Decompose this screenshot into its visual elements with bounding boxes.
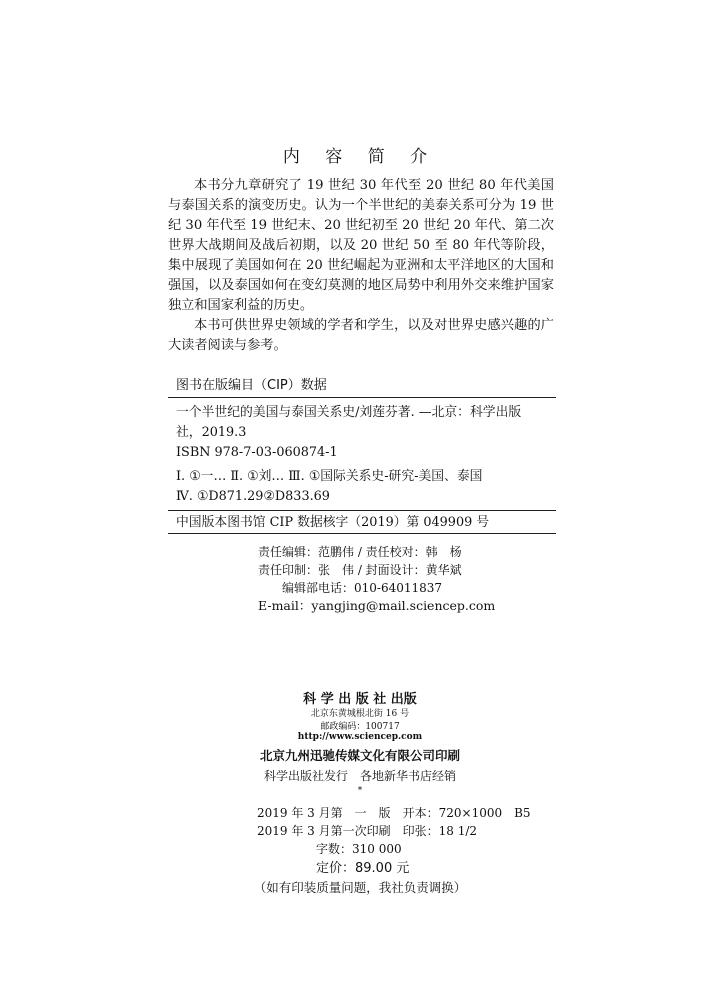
cip-bibliographic-line-1: 一个半世纪的美国与泰国关系史/刘莲芬著. —北京：科学出版	[176, 405, 522, 420]
summary-paragraph-2: 本书可供世界史领域的学者和学生，以及对世界史感兴趣的广大读者阅读与参考。	[168, 318, 554, 353]
cip-title: 图书在版编目（CIP）数据	[176, 378, 327, 393]
cip-record-number: 中国版本图书馆 CIP 数据核字（2019）第 049909 号	[176, 515, 490, 530]
credits-editors: 责任编辑：范鹏伟 / 责任校对：韩 杨	[258, 545, 462, 559]
cip-isbn: ISBN 978-7-03-060874-1	[176, 445, 338, 460]
credits-production: 责任印制：张 伟 / 封面设计：黄华斌	[258, 563, 462, 577]
publisher-address: 北京东黄城根北街 16 号	[310, 709, 410, 719]
publisher-website: http://www.sciencep.com	[297, 732, 423, 742]
edition-info: 2019 年 3 月第 一 版 开本：720×1000 B5	[257, 806, 531, 820]
summary-heading: 内 容 简 介	[282, 147, 438, 167]
credits-block	[258, 543, 495, 615]
cip-bibliographic-line-2: 社，2019.3	[176, 425, 247, 440]
separator-mark: *	[357, 786, 363, 796]
cip-classification-1: Ⅰ. ①一… Ⅱ. ①刘… Ⅲ. ①国际关系史-研究-美国、泰国	[176, 469, 483, 484]
word-count: 字数：310 000	[316, 842, 402, 856]
publisher-name: 科 学 出 版 社 出版	[303, 692, 417, 707]
credits-email: E-mail：yangjing@mail.sciencep.com	[258, 598, 496, 613]
publisher-postcode: 邮政编码：100717	[320, 722, 400, 732]
credits-phone: 编辑部电话：010-64011837	[282, 581, 443, 595]
cip-classification-2: Ⅳ. ①D871.29②D833.69	[176, 489, 330, 504]
distribution-info: 科学出版社发行 各地新华书店经销	[263, 769, 456, 783]
cip-divider	[168, 510, 556, 511]
summary-paragraph-1: 本书分九章研究了 19 世纪 30 年代至 20 世纪 80 年代美国与泰国关系的演变历史。认为一个半世纪的美泰关系可分为 19 世纪 30 年代至 19 世纪末、20 世纪初至 20 世纪 20 年代、第二次世界大战期间及战后初期，以及 20 世纪 50 至 80 年代等阶段，集中展现了美国如何在 20 世纪崛起为亚洲和太平洋地区的大国和强国，以及泰国如何在变幻莫测的地区局势中利用外交来维护国家独立和国家利益的历史。	[168, 178, 554, 313]
quality-note: （如有印装质量问题，我社负责调换）	[253, 880, 467, 895]
summary-text	[168, 176, 554, 356]
printer-name: 北京九州迅驰传媒文化有限公司印刷	[259, 748, 460, 763]
printing-info: 2019 年 3 月第一次印刷 印张：18 1/2	[257, 824, 478, 838]
price: 定价：89.00 元	[316, 861, 410, 876]
